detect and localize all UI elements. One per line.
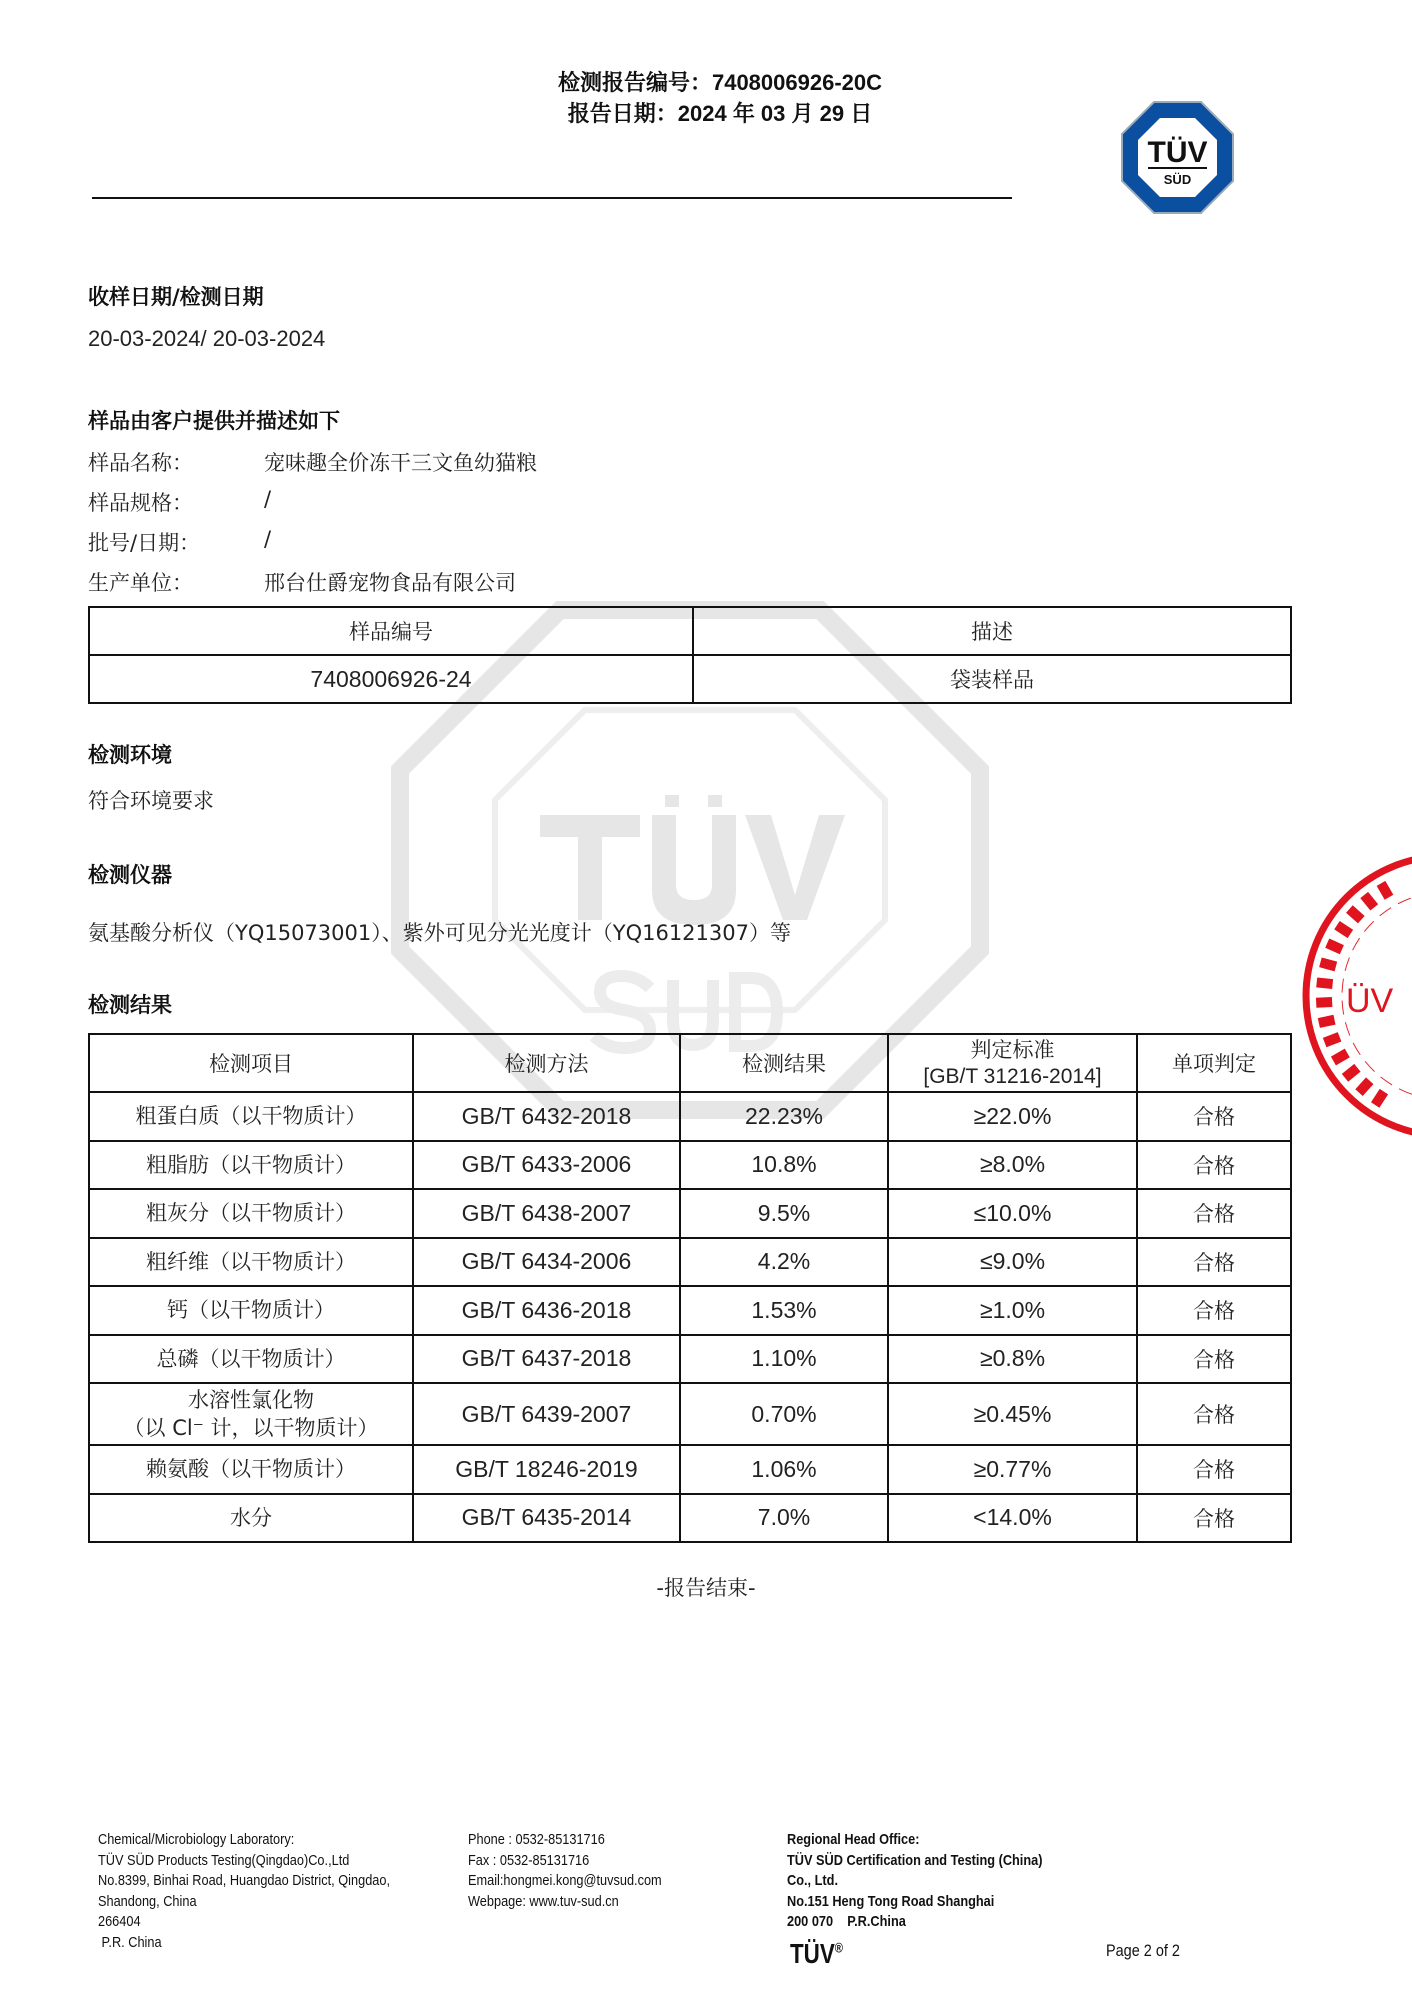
cell-method: GB/T 6435-2014 <box>413 1494 680 1543</box>
cell-method: GB/T 6437-2018 <box>413 1335 680 1384</box>
field-label: 样品名称： <box>88 451 193 475</box>
stamp-glyph-mark <box>1355 1077 1373 1096</box>
stamp-glyph-mark <box>1323 1032 1342 1047</box>
footer-line: No.151 Heng Tong Road Shanghai <box>787 1892 995 1910</box>
col-standard <box>888 1034 1137 1092</box>
footer-line: Fax : 0532-85131716 <box>468 1851 590 1869</box>
stamp-glyph-mark <box>1316 997 1333 1008</box>
col-result: 检测结果 <box>680 1034 888 1092</box>
field-label: 样品规格： <box>88 491 193 515</box>
result-row <box>89 1494 1291 1543</box>
environment-title: 检测环境 <box>88 743 172 767</box>
stamp-glyph-mark <box>1318 1015 1336 1028</box>
report-date: 报告日期：2024 年 03 月 29 日 <box>567 101 873 126</box>
stamp-glyph-mark <box>1360 892 1378 911</box>
cell-judgement: 合格 <box>1137 1238 1291 1287</box>
result-row <box>89 1383 1291 1445</box>
watermark-tuv-letters <box>540 795 845 925</box>
footer-line: Phone : 0532-85131716 <box>468 1831 605 1848</box>
stamp-glyph-mark <box>1316 977 1333 989</box>
result-row <box>89 1189 1291 1238</box>
cell-item: 水分 <box>89 1494 413 1543</box>
cell-item: 钙（以干物质计） <box>89 1286 413 1335</box>
cell-item: 总磷（以干物质计） <box>89 1335 413 1384</box>
cell-method: GB/T 6436-2018 <box>413 1286 680 1335</box>
environment-value: 符合环境要求 <box>88 789 214 813</box>
cell-item: 粗蛋白质（以干物质计） <box>89 1092 413 1141</box>
cell-standard: ≥0.8% <box>888 1335 1137 1384</box>
cell-standard: ≥0.45% <box>888 1383 1137 1445</box>
result-row <box>89 1335 1291 1384</box>
footer-line: Webpage: www.tuv-sud.cn <box>468 1892 619 1910</box>
stamp-glyph-mark <box>1325 939 1344 955</box>
footer-line: 200 070 P.R.China <box>787 1913 906 1931</box>
col-item: 检测项目 <box>89 1034 413 1092</box>
cell-result: 1.10% <box>680 1335 888 1384</box>
instruments-title: 检测仪器 <box>88 863 172 887</box>
cell-judgement: 合格 <box>1137 1189 1291 1238</box>
receipt-dates: 20-03-2024/ 20-03-2024 <box>88 326 326 351</box>
cell-standard: ≤9.0% <box>888 1238 1137 1287</box>
cell-judgement: 合格 <box>1137 1141 1291 1190</box>
cell-method: GB/T 18246-2019 <box>413 1445 680 1494</box>
cell-judgement: 合格 <box>1137 1383 1291 1445</box>
cell-result: 7.0% <box>680 1494 888 1543</box>
stamp-glyph-mark <box>1319 958 1337 972</box>
field-value: 邢台仕爵宠物食品有限公司 <box>264 571 516 595</box>
footer-line: 266404 <box>98 1913 141 1931</box>
sample-description: 袋装样品 <box>693 655 1291 703</box>
cell-judgement: 合格 <box>1137 1092 1291 1141</box>
sample-title: 样品由客户提供并描述如下 <box>88 409 340 433</box>
cell-judgement: 合格 <box>1137 1335 1291 1384</box>
standard-label: 判定标准 <box>970 1037 1055 1062</box>
footer-lab <box>98 1830 390 1954</box>
stamp-glyph-mark <box>1377 881 1394 900</box>
col-description: 描述 <box>693 607 1291 655</box>
end-of-report: -报告结束- <box>656 1576 756 1600</box>
footer-line: Co., Ltd. <box>787 1872 838 1890</box>
footer-line: No.8399, Binhai Road, Huangdao District, Qingdao, <box>98 1872 391 1890</box>
cell-standard: ≤10.0% <box>888 1189 1137 1238</box>
cell-item: 粗纤维（以干物质计） <box>89 1238 413 1287</box>
company-stamp <box>1296 846 1412 1146</box>
cell-standard: ≥8.0% <box>888 1141 1137 1190</box>
cell-result: 10.8% <box>680 1141 888 1190</box>
footer-line: Regional Head Office: <box>787 1831 920 1848</box>
cell-method: GB/T 6439-2007 <box>413 1383 680 1445</box>
instruments-value: 氨基酸分析仪（YQ15073001）、紫外可见分光光度计（YQ16121307）等 <box>88 921 791 945</box>
cell-item: 粗灰分（以干物质计） <box>89 1189 413 1238</box>
result-row <box>89 1286 1291 1335</box>
svg-text:ÜV: ÜV <box>1346 982 1394 1020</box>
cell-judgement: 合格 <box>1137 1445 1291 1494</box>
cell-result: 0.70% <box>680 1383 888 1445</box>
cell-method: GB/T 6433-2006 <box>413 1141 680 1190</box>
brand-text: TÜV <box>790 1938 835 1969</box>
sample-table <box>88 606 1292 704</box>
footer-line: TÜV SÜD Products Testing(Qingdao)Co.,Ltd <box>98 1851 350 1869</box>
cell-method: GB/T 6432-2018 <box>413 1092 680 1141</box>
footer-line: Email:hongmei.kong@tuvsud.com <box>468 1872 662 1890</box>
svg-text:TÜV: TÜV <box>1147 136 1208 169</box>
footer-line: TÜV SÜD Certification and Testing (China) <box>787 1851 1043 1869</box>
cell-standard: ≥1.0% <box>888 1286 1137 1335</box>
standard-code: [GB/T 31216-2014] <box>923 1064 1102 1088</box>
cell-item: 粗脂肪（以干物质计） <box>89 1141 413 1190</box>
report-number: 检测报告编号：7408006926-20C <box>557 70 883 95</box>
receipt-title: 收样日期/检测日期 <box>88 285 264 309</box>
results-table <box>88 1033 1292 1543</box>
cell-method: GB/T 6438-2007 <box>413 1189 680 1238</box>
cell-method: GB/T 6434-2006 <box>413 1238 680 1287</box>
cell-standard: ≥22.0% <box>888 1092 1137 1141</box>
sample-no: 7408006926-24 <box>89 655 693 703</box>
footer-tuv-brand: TÜV® <box>790 1938 844 1969</box>
tuv-sud-logo <box>1120 100 1235 215</box>
cell-judgement: 合格 <box>1137 1494 1291 1543</box>
results-title: 检测结果 <box>88 993 172 1017</box>
cell-standard: <14.0% <box>888 1494 1137 1543</box>
cell-result: 4.2% <box>680 1238 888 1287</box>
col-sample-no: 样品编号 <box>89 607 693 655</box>
cell-result: 1.53% <box>680 1286 888 1335</box>
stamp-glyph-mark <box>1346 905 1365 923</box>
field-value: 宠味趣全价冻干三文鱼幼猫粮 <box>264 451 537 475</box>
footer-line: Chemical/Microbiology Laboratory: <box>98 1831 295 1848</box>
result-row <box>89 1141 1291 1190</box>
field-label: 生产单位： <box>88 571 193 595</box>
footer-office <box>787 1830 1042 1933</box>
cell-item: 赖氨酸（以干物质计） <box>89 1445 413 1494</box>
cell-item: 水溶性氯化物 （以 Cl⁻ 计，以干物质计） <box>89 1383 413 1445</box>
field-value: / <box>264 487 272 511</box>
col-method: 检测方法 <box>413 1034 680 1092</box>
stamp-glyph-mark <box>1342 1064 1361 1082</box>
stamp-glyph-mark <box>1331 1049 1350 1066</box>
field-label: 批号/日期： <box>88 531 201 555</box>
footer-line: Shandong, China <box>98 1892 197 1910</box>
stamp-glyph-mark <box>1334 921 1353 938</box>
result-row <box>89 1445 1291 1494</box>
footer-line: P.R. China <box>98 1933 162 1951</box>
field-value: / <box>264 527 272 551</box>
cell-standard: ≥0.77% <box>888 1445 1137 1494</box>
result-row <box>89 1092 1291 1141</box>
page-number: Page 2 of 2 <box>1106 1941 1180 1960</box>
result-row <box>89 1238 1291 1287</box>
cell-result: 9.5% <box>680 1189 888 1238</box>
cell-result: 22.23% <box>680 1092 888 1141</box>
header-divider <box>92 197 1012 199</box>
cell-judgement: 合格 <box>1137 1286 1291 1335</box>
svg-text:SÜD: SÜD <box>1163 172 1192 187</box>
stamp-glyph-mark <box>1371 1089 1388 1108</box>
footer-contact <box>468 1830 662 1912</box>
col-judgement: 单项判定 <box>1137 1034 1291 1092</box>
cell-result: 1.06% <box>680 1445 888 1494</box>
